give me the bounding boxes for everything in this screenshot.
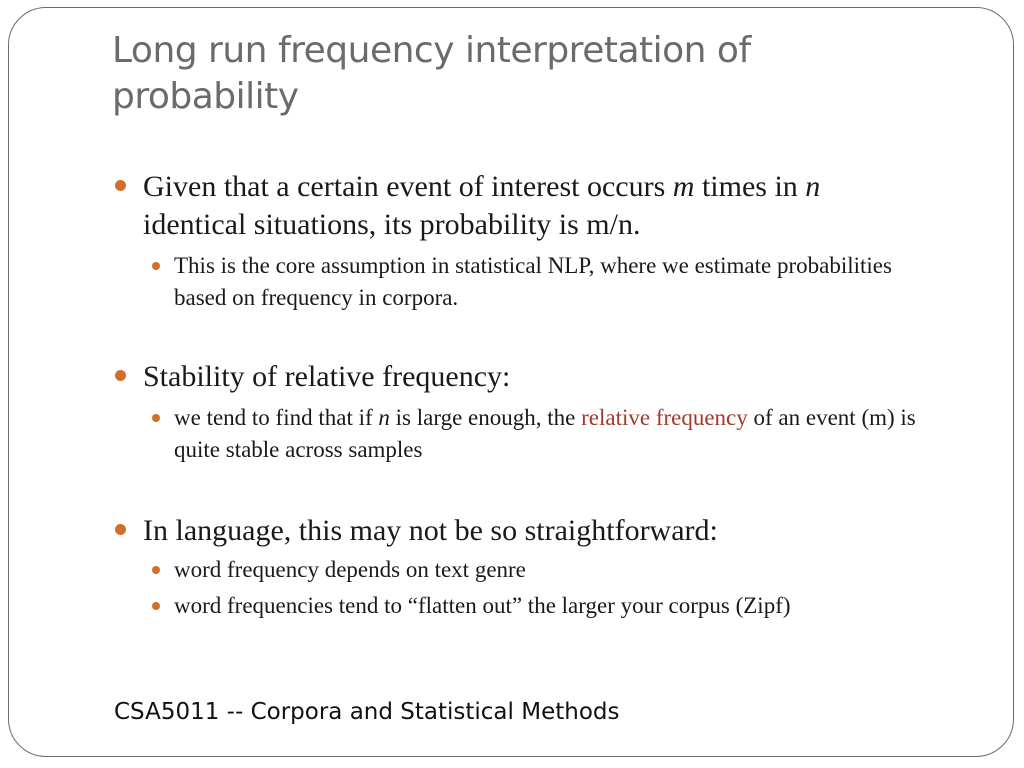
bullet-dot-icon xyxy=(115,370,126,381)
slide-title: Long run frequency interpretation of probability xyxy=(112,30,751,117)
bullet-2-text xyxy=(112,358,922,396)
sub-bullet-3-2-text: word frequencies tend to “flatten out” the larger your corpus (Zipf) xyxy=(174,593,791,618)
sub-bullet-2-1-var-n: n xyxy=(378,405,390,430)
bullet-1-part-b: times in xyxy=(694,170,806,203)
bullet-2-label: Stability of relative frequency: xyxy=(143,360,511,393)
bullet-2 xyxy=(112,358,922,466)
sub-bullet-dot-icon xyxy=(152,602,160,610)
sub-bullet-1-1-text: This is the core assumption in statistical NLP, where we estimate probabilities based on frequency in corpora. xyxy=(174,253,892,310)
sub-bullet-2-1 xyxy=(112,402,922,466)
sub-bullet-2-1-part-b: is large enough, the xyxy=(389,405,582,430)
sub-bullet-3-2 xyxy=(112,590,922,622)
bullet-3-label: In language, this may not be so straightforward: xyxy=(143,514,718,547)
bullet-dot-icon xyxy=(115,180,126,191)
bullet-1-var-m: m xyxy=(672,170,695,203)
relative-frequency-highlight: relative frequency xyxy=(581,405,748,430)
bullet-3 xyxy=(112,512,922,622)
sub-bullet-1-1 xyxy=(112,250,922,314)
sub-bullet-2-1-part-a: we tend to find that if xyxy=(174,405,379,430)
sub-bullet-dot-icon xyxy=(152,414,160,422)
sub-bullet-3-1 xyxy=(112,554,922,586)
bullet-1-part-a: Given that a certain event of interest occurs xyxy=(143,170,673,203)
bullet-3-text xyxy=(112,512,922,550)
sub-bullet-2-1-part-c: of an event (m) is quite stable across samples xyxy=(174,405,916,462)
bullet-1 xyxy=(112,168,922,314)
sub-bullet-dot-icon xyxy=(152,262,160,270)
sub-bullet-3-1-text: word frequency depends on text genre xyxy=(174,557,526,582)
bullet-dot-icon xyxy=(115,524,126,535)
bullet-1-part-c: identical situations, its probability is m/n. xyxy=(143,208,641,241)
bullet-1-text xyxy=(112,168,922,244)
slide-content xyxy=(112,168,922,622)
slide-footer: CSA5011 -- Corpora and Statistical Methods xyxy=(114,699,620,725)
bullet-1-var-n: n xyxy=(805,170,821,203)
sub-bullet-dot-icon xyxy=(152,566,160,574)
